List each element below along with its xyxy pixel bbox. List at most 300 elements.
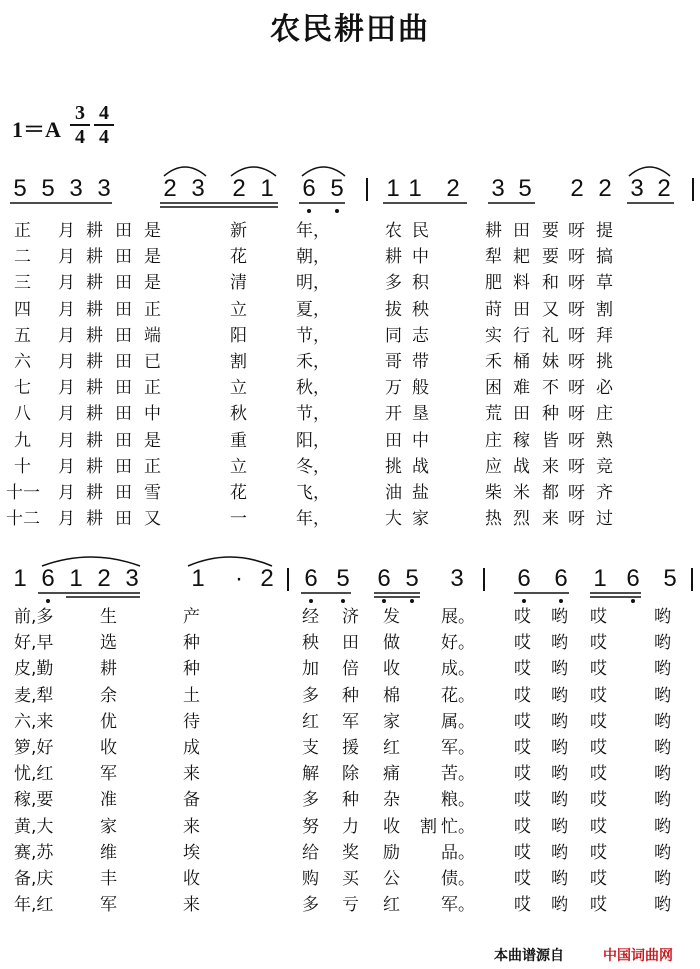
- slur: [629, 167, 670, 176]
- lyric-syllable: 割: [420, 816, 437, 837]
- lyric-syllable: 田: [513, 299, 530, 320]
- lyric-syllable: 哟: [654, 895, 671, 916]
- lyric-syllable: 哎: [514, 895, 531, 916]
- lyric-syllable: 月: [58, 273, 75, 294]
- lyric-syllable: 行: [513, 325, 530, 346]
- note: 1: [260, 175, 274, 202]
- lyric-syllable: 清: [230, 273, 247, 294]
- lyric-syllable: 月: [58, 247, 75, 268]
- octave-dot: [309, 599, 313, 603]
- lyric-syllable: 难: [513, 378, 530, 399]
- lyric-syllable: 呀: [568, 456, 585, 477]
- lyric-syllable: 立: [230, 456, 247, 477]
- lyric-syllable: 五: [14, 325, 31, 346]
- source-label: 本曲谱源自: [494, 948, 564, 964]
- lyric-syllable: 倍: [342, 659, 359, 680]
- slur: [188, 557, 272, 566]
- note: 1: [593, 565, 607, 592]
- lyric-syllable: 备,庆: [14, 869, 54, 889]
- lyric-syllable: 痛: [383, 764, 400, 785]
- lyric-syllable: 哟: [551, 711, 568, 732]
- lyric-syllable: 是: [144, 221, 161, 241]
- lyric-syllable: 拔: [385, 299, 402, 320]
- octave-dot: [631, 599, 635, 603]
- lyric-syllable: 耕: [86, 325, 103, 346]
- lyric-syllable: 必: [596, 378, 613, 399]
- note: 1: [408, 175, 422, 202]
- lyric-syllable: 齐: [596, 483, 613, 503]
- lyric-syllable: 朝，: [296, 247, 330, 268]
- lyric-syllable: 哟: [654, 842, 671, 863]
- lyric-syllable: 八: [14, 404, 31, 425]
- lyric-syllable: 已: [144, 352, 161, 372]
- note: 1: [13, 565, 27, 592]
- lyric-syllable: 实: [485, 325, 502, 346]
- lyric-syllable: 来: [183, 895, 200, 916]
- lyric-syllable: 红: [383, 895, 400, 916]
- octave-dot: [559, 599, 563, 603]
- note: 1: [69, 565, 83, 592]
- note: 6: [304, 565, 318, 592]
- lyric-syllable: 耕: [100, 659, 117, 680]
- lyric-syllable: 是: [144, 247, 161, 268]
- note: 3: [69, 175, 83, 202]
- note: 3: [491, 175, 505, 202]
- lyric-syllable: 民: [412, 221, 429, 241]
- lyric-syllable: 成: [183, 738, 200, 758]
- lyric-syllable: 一: [230, 509, 247, 530]
- lyric-syllable: 哟: [551, 842, 568, 863]
- lyric-syllable: 解: [302, 764, 319, 785]
- lyric-syllable: 来: [183, 816, 200, 837]
- lyric-syllable: 箩,好: [14, 738, 54, 758]
- octave-dot: [522, 599, 526, 603]
- lyric-syllable: 妹: [542, 352, 559, 372]
- lyric-syllable: 备: [183, 790, 200, 811]
- lyric-syllable: 哎: [590, 869, 607, 889]
- lyric-syllable: 六,来: [14, 711, 54, 732]
- lyric-syllable: 给: [302, 842, 319, 863]
- lyric-syllable: 哟: [551, 790, 568, 811]
- slur: [164, 167, 206, 176]
- lyric-syllable: 战: [513, 456, 530, 477]
- lyric-syllable: 中: [144, 404, 161, 425]
- lyric-syllable: 花: [230, 483, 247, 503]
- note: 6: [302, 175, 316, 202]
- lyric-syllable: 开: [385, 404, 402, 425]
- lyric-syllable: 哟: [551, 633, 568, 654]
- lyric-syllable: 来: [183, 764, 200, 785]
- lyric-syllable: 带: [412, 352, 429, 372]
- lyric-syllable: 展。: [441, 607, 475, 627]
- note: 5: [13, 175, 27, 202]
- lyric-syllable: 呀: [568, 299, 585, 320]
- slur: [302, 167, 345, 176]
- lyric-syllable: 田: [513, 404, 530, 425]
- lyric-syllable: 七: [14, 378, 31, 399]
- time-numerator: 3: [70, 103, 90, 126]
- lyric-syllable: 割: [230, 352, 247, 372]
- lyric-syllable: 月: [58, 483, 75, 503]
- lyric-syllable: 成。: [441, 659, 475, 680]
- lyric-syllable: 油: [385, 483, 402, 503]
- octave-dot: [410, 599, 414, 603]
- lyric-syllable: 红: [302, 711, 319, 732]
- lyric-syllable: 多: [385, 273, 402, 294]
- lyric-syllable: 来: [542, 456, 559, 477]
- note: 3: [97, 175, 111, 202]
- lyric-syllable: 肥: [485, 273, 502, 294]
- lyric-syllable: 买: [342, 869, 359, 889]
- lyric-syllable: 阳，: [296, 430, 330, 451]
- lyric-syllable: 种: [342, 685, 359, 706]
- lyric-syllable: 种: [542, 404, 559, 425]
- lyric-syllable: 耕: [86, 404, 103, 425]
- lyric-syllable: 哎: [590, 711, 607, 732]
- lyric-syllable: 哟: [551, 895, 568, 916]
- lyric-syllable: 月: [58, 456, 75, 477]
- lyric-syllable: 哎: [514, 685, 531, 706]
- lyric-syllable: 呀: [568, 378, 585, 399]
- lyric-syllable: 哟: [551, 764, 568, 785]
- lyric-syllable: 军: [100, 764, 117, 785]
- lyric-syllable: 哎: [514, 711, 531, 732]
- lyric-syllable: 又: [542, 299, 559, 320]
- lyric-syllable: 月: [58, 299, 75, 320]
- lyric-syllable: 正: [14, 221, 31, 241]
- lyric-syllable: 哟: [654, 633, 671, 654]
- lyric-syllable: 柴: [485, 483, 502, 503]
- lyric-syllable: 田: [115, 273, 132, 294]
- lyric-syllable: 耕: [86, 378, 103, 399]
- lyric-syllable: 耙: [513, 247, 530, 268]
- lyric-syllable: 竞: [596, 456, 613, 477]
- lyric-syllable: 中: [412, 247, 429, 268]
- lyric-syllable: 哟: [551, 869, 568, 889]
- lyric-syllable: 呀: [568, 404, 585, 425]
- lyric-syllable: 埃: [183, 842, 200, 863]
- lyric-syllable: 月: [58, 325, 75, 346]
- lyric-syllable: 红: [383, 738, 400, 758]
- lyric-syllable: 优: [100, 711, 117, 732]
- lyric-syllable: 割: [596, 299, 613, 320]
- lyric-syllable: 哎: [590, 842, 607, 863]
- lyric-syllable: 皮,勤: [14, 659, 54, 680]
- lyric-syllable: 选: [100, 633, 117, 654]
- note: 3: [125, 565, 139, 592]
- lyric-syllable: 田: [115, 299, 132, 320]
- lyric-syllable: 家: [383, 711, 400, 732]
- lyric-syllable: 经: [302, 607, 319, 627]
- lyric-syllable: 熟: [596, 430, 613, 451]
- lyric-syllable: 待: [183, 711, 200, 732]
- note: 1: [386, 175, 400, 202]
- lyric-syllable: 维: [100, 842, 117, 863]
- lyric-syllable: 哟: [654, 738, 671, 758]
- lyric-syllable: 秧: [412, 299, 429, 320]
- lyric-syllable: 呀: [568, 325, 585, 346]
- lyric-syllable: 哎: [590, 764, 607, 785]
- lyric-syllable: 困: [485, 378, 502, 399]
- lyric-syllable: 赛,苏: [14, 842, 54, 863]
- note: 6: [626, 565, 640, 592]
- octave-dot: [335, 209, 339, 213]
- lyric-syllable: 田: [115, 509, 132, 530]
- lyric-syllable: 哟: [654, 790, 671, 811]
- lyric-syllable: 耕: [86, 509, 103, 530]
- lyric-syllable: 来: [542, 509, 559, 530]
- lyric-syllable: 哟: [654, 607, 671, 627]
- note: 2: [446, 175, 460, 202]
- lyric-syllable: 黄,大: [14, 816, 54, 837]
- lyric-syllable: 种: [183, 659, 200, 680]
- lyric-syllable: 杂: [383, 790, 400, 811]
- lyric-syllable: 收: [383, 816, 400, 837]
- lyric-syllable: 冬，: [296, 456, 330, 477]
- lyric-syllable: 农: [385, 221, 402, 241]
- lyric-syllable: 立: [230, 299, 247, 320]
- lyric-syllable: 收: [183, 869, 200, 889]
- lyric-syllable: 准: [100, 790, 117, 811]
- lyric-syllable: 六: [14, 352, 31, 372]
- song-title: 农民耕田曲: [270, 12, 430, 47]
- lyric-syllable: 支: [302, 738, 319, 758]
- lyric-syllable: 公: [383, 869, 400, 889]
- lyric-syllable: 努: [302, 816, 319, 837]
- lyric-syllable: 十一: [6, 483, 40, 503]
- lyric-syllable: 做: [383, 633, 400, 654]
- lyric-syllable: 呀: [568, 483, 585, 503]
- note: 6: [41, 565, 55, 592]
- lyric-syllable: 庄: [596, 404, 613, 425]
- lyric-syllable: 呀: [568, 273, 585, 294]
- lyric-syllable: 军。: [441, 738, 475, 758]
- lyric-syllable: 月: [58, 509, 75, 530]
- lyric-syllable: 禾，: [296, 352, 330, 372]
- lyric-syllable: 年,红: [14, 895, 54, 916]
- lyric-syllable: 哎: [514, 764, 531, 785]
- lyric-syllable: 前,多: [14, 607, 54, 627]
- lyric-syllable: 正: [144, 299, 161, 320]
- lyric-syllable: 四: [14, 299, 31, 320]
- note: 1: [191, 565, 205, 592]
- lyric-syllable: 田: [385, 430, 402, 451]
- lyric-syllable: 哎: [514, 842, 531, 863]
- lyric-syllable: 过: [596, 509, 613, 530]
- lyric-syllable: 要: [542, 221, 559, 241]
- lyric-syllable: 济: [342, 607, 359, 627]
- note: 5: [663, 565, 677, 592]
- note: 2: [260, 565, 274, 592]
- lyric-syllable: 阳: [230, 325, 247, 346]
- lyric-syllable: 是: [144, 430, 161, 451]
- lyric-syllable: 生: [100, 607, 117, 627]
- lyric-syllable: 新: [230, 221, 247, 241]
- lyric-syllable: 哟: [654, 659, 671, 680]
- lyric-syllable: 棉: [383, 685, 400, 706]
- lyric-syllable: 哟: [551, 607, 568, 627]
- lyric-syllable: 田: [115, 456, 132, 477]
- lyric-syllable: 多: [302, 685, 319, 706]
- lyric-syllable: 十二: [6, 509, 40, 530]
- lyric-syllable: 热: [485, 509, 502, 530]
- lyric-syllable: 军。: [441, 895, 475, 916]
- note: 2: [570, 175, 584, 202]
- lyric-syllable: 中: [412, 430, 429, 451]
- note: 5: [336, 565, 350, 592]
- lyric-syllable: 稼,要: [14, 790, 54, 811]
- lyric-syllable: 哎: [590, 685, 607, 706]
- lyric-syllable: 重: [230, 430, 247, 451]
- lyric-syllable: 雪: [144, 483, 161, 503]
- time-numerator: 4: [94, 103, 114, 126]
- lyric-syllable: 花。: [441, 685, 475, 706]
- lyric-syllable: 收: [383, 659, 400, 680]
- lyric-syllable: 力: [342, 816, 359, 837]
- lyric-syllable: 除: [342, 764, 359, 785]
- lyric-syllable: 土: [183, 685, 200, 706]
- lyric-syllable: 多: [302, 790, 319, 811]
- lyric-syllable: 田: [115, 325, 132, 346]
- lyric-syllable: 属。: [441, 711, 475, 732]
- lyric-syllable: 励: [383, 842, 400, 863]
- note: 6: [517, 565, 531, 592]
- lyric-syllable: 都: [542, 483, 559, 503]
- lyric-syllable: 哟: [654, 869, 671, 889]
- lyric-syllable: 二: [14, 247, 31, 268]
- key-signature: 1＝A: [12, 117, 61, 142]
- slur: [231, 167, 276, 176]
- lyric-syllable: 种: [342, 790, 359, 811]
- lyric-syllable: 节，: [296, 404, 330, 425]
- octave-dot: [382, 599, 386, 603]
- lyric-syllable: 哟: [551, 659, 568, 680]
- lyric-syllable: 种: [183, 633, 200, 654]
- lyric-syllable: 应: [485, 456, 502, 477]
- note: 6: [377, 565, 391, 592]
- lyric-syllable: 哎: [514, 816, 531, 837]
- octave-dot: [341, 599, 345, 603]
- lyric-syllable: 多: [302, 895, 319, 916]
- lyric-syllable: 耕: [86, 299, 103, 320]
- note: ·: [235, 565, 243, 592]
- lyric-syllable: 加: [302, 659, 319, 680]
- lyric-syllable: 立: [230, 378, 247, 399]
- lyric-syllable: 忧,红: [14, 764, 54, 785]
- lyric-syllable: 家: [100, 816, 117, 837]
- lyric-syllable: 田: [115, 247, 132, 268]
- lyric-syllable: 田: [115, 221, 132, 241]
- lyric-syllable: 哎: [514, 633, 531, 654]
- lyric-syllable: 稼: [513, 430, 530, 451]
- lyric-syllable: 万: [385, 378, 402, 399]
- lyric-syllable: 米: [513, 483, 530, 503]
- note: 5: [41, 175, 55, 202]
- lyric-syllable: 产: [183, 607, 200, 627]
- lyric-syllable: 债。: [441, 869, 475, 889]
- lyric-syllable: 端: [144, 325, 161, 346]
- lyric-syllable: 哎: [514, 607, 531, 627]
- lyric-syllable: 月: [58, 221, 75, 241]
- lyric-syllable: 哟: [654, 685, 671, 706]
- lyric-syllable: 耕: [86, 456, 103, 477]
- lyric-syllable: 耕: [86, 273, 103, 294]
- note: 2: [598, 175, 612, 202]
- lyric-syllable: 军: [342, 711, 359, 732]
- lyric-syllable: 田: [115, 430, 132, 451]
- note: 2: [657, 175, 671, 202]
- lyric-syllable: 呀: [568, 221, 585, 241]
- lyric-syllable: 月: [58, 352, 75, 372]
- lyric-syllable: 丰: [100, 869, 117, 889]
- lyric-syllable: 好,早: [14, 633, 54, 654]
- lyric-syllable: 援: [342, 738, 359, 758]
- lyric-syllable: 同: [385, 325, 402, 346]
- lyric-syllable: 耕: [385, 247, 402, 268]
- lyric-syllable: 秧: [302, 633, 319, 654]
- lyric-syllable: 耕: [86, 483, 103, 503]
- lyric-syllable: 花: [230, 247, 247, 268]
- lyric-syllable: 哎: [590, 895, 607, 916]
- lyric-syllable: 田: [115, 378, 132, 399]
- lyric-syllable: 哟: [551, 685, 568, 706]
- lyric-syllable: 呀: [568, 247, 585, 268]
- lyric-syllable: 忙。: [441, 816, 475, 837]
- lyric-syllable: 正: [144, 378, 161, 399]
- lyric-syllable: 呀: [568, 352, 585, 372]
- lyric-syllable: 耕: [86, 247, 103, 268]
- slur: [42, 557, 140, 566]
- lyric-syllable: 呀: [568, 430, 585, 451]
- note: 5: [405, 565, 419, 592]
- lyric-syllable: 耕: [86, 352, 103, 372]
- lyric-syllable: 挑: [596, 352, 613, 372]
- note: 6: [554, 565, 568, 592]
- lyric-syllable: 要: [542, 247, 559, 268]
- lyric-syllable: 九: [14, 430, 31, 451]
- lyric-syllable: 战: [412, 456, 429, 477]
- lyric-syllable: 军: [100, 895, 117, 916]
- lyric-syllable: 亏: [342, 895, 359, 916]
- lyric-syllable: 是: [144, 273, 161, 294]
- lyric-syllable: 哎: [590, 607, 607, 627]
- octave-dot: [307, 209, 311, 213]
- lyric-syllable: 烈: [513, 509, 530, 530]
- lyric-syllable: 苦。: [441, 764, 475, 785]
- lyric-syllable: 志: [412, 325, 429, 346]
- lyric-syllable: 品。: [441, 842, 475, 863]
- lyric-syllable: 垦: [412, 404, 429, 425]
- lyric-syllable: 三: [14, 273, 31, 294]
- lyric-syllable: 荒: [485, 404, 502, 425]
- lyric-syllable: 又: [144, 509, 161, 530]
- lyric-syllable: 挑: [385, 456, 402, 477]
- lyric-syllable: 夏，: [296, 299, 330, 320]
- lyric-syllable: 田: [342, 633, 359, 654]
- lyric-syllable: 耕: [86, 221, 103, 241]
- lyric-syllable: 明，: [296, 273, 330, 294]
- lyric-syllable: 皆: [542, 430, 559, 451]
- lyric-syllable: 收: [100, 738, 117, 758]
- lyric-syllable: 哟: [654, 711, 671, 732]
- lyric-syllable: 庄: [485, 430, 502, 451]
- lyric-syllable: 好。: [441, 633, 475, 654]
- lyric-syllable: 月: [58, 404, 75, 425]
- lyric-syllable: 草: [596, 273, 613, 294]
- time-denominator: 4: [75, 126, 85, 148]
- lyric-syllable: 哎: [590, 816, 607, 837]
- lyric-syllable: 般: [412, 378, 429, 399]
